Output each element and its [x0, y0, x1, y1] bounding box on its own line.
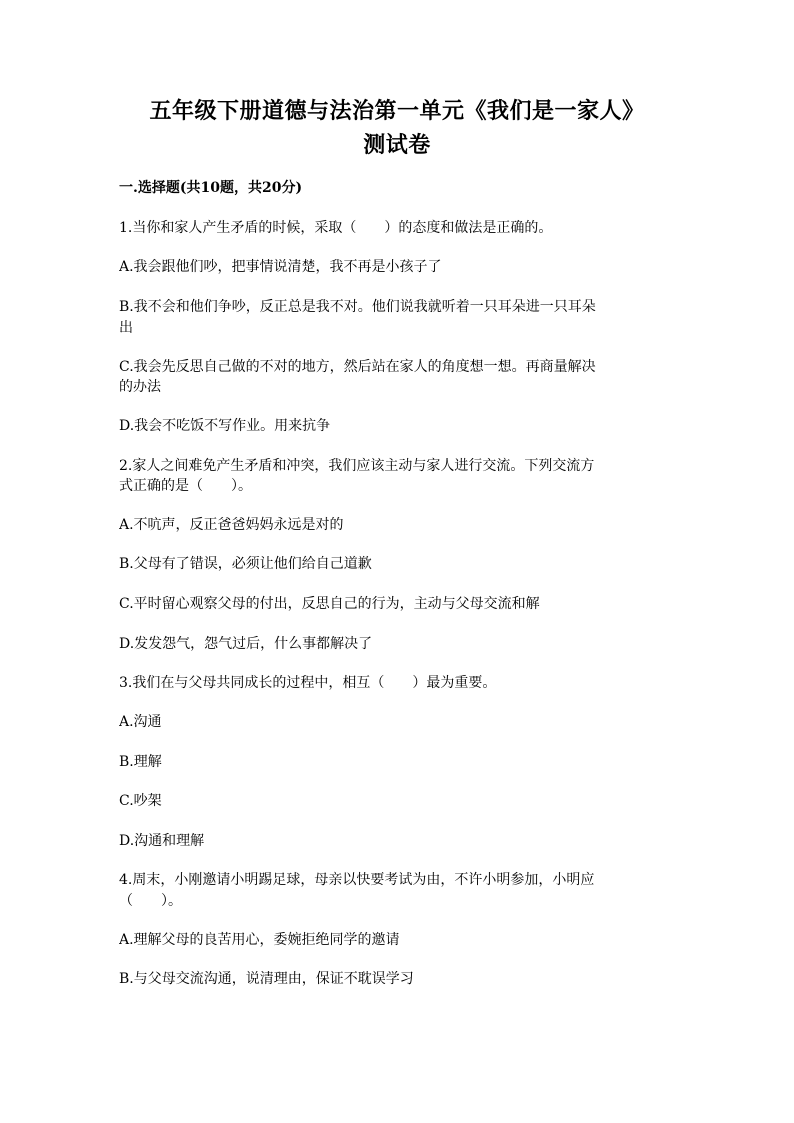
answer-option: B.理解 [119, 754, 162, 770]
answer-option: A.我会跟他们吵，把事情说清楚，我不再是小孩子了 [119, 259, 442, 275]
question-stem: 1.当你和家人产生矛盾的时候，采取（ ）的态度和做法是正确的。 [119, 220, 553, 236]
answer-option: A.理解父母的良苦用心，委婉拒绝同学的邀请 [119, 932, 400, 948]
answer-option: A.沟通 [119, 714, 162, 730]
question-stem-continued: 式正确的是（ ）。 [119, 478, 252, 494]
answer-option-continued: 出 [119, 320, 133, 336]
answer-option: C.吵架 [119, 793, 162, 809]
answer-option: C.平时留心观察父母的付出，反思自己的行为，主动与父母交流和解 [119, 596, 540, 612]
answer-option-continued: 的办法 [119, 379, 161, 395]
answer-option: A.不吭声，反正爸爸妈妈永远是对的 [119, 517, 344, 533]
answer-option: B.父母有了错误，必须让他们给自己道歉 [119, 556, 372, 572]
answer-option: B.与父母交流沟通，说清理由，保证不耽误学习 [119, 971, 414, 987]
answer-option: C.我会先反思自己做的不对的地方，然后站在家人的角度想一想。再商量解决 [119, 359, 596, 375]
question-stem-continued: （ ）。 [119, 893, 182, 909]
section-heading: 一.选择题(共10题，共20分) [119, 180, 303, 196]
answer-option: D.我会不吃饭不写作业。用来抗争 [119, 418, 331, 434]
question-stem: 4.周末，小刚邀请小明踢足球，母亲以快要考试为由，不许小明参加，小明应 [119, 872, 595, 888]
exam-title: 五年级下册道德与法治第一单元《我们是一家人》 [149, 98, 645, 124]
answer-option: B.我不会和他们争吵，反正总是我不对。他们说我就听着一只耳朵进一只耳朵 [119, 299, 596, 315]
answer-option: D.沟通和理解 [119, 833, 205, 849]
question-stem: 3.我们在与父母共同成长的过程中，相互（ ）最为重要。 [119, 675, 497, 691]
question-stem: 2.家人之间难免产生矛盾和冲突，我们应该主动与家人进行交流。下列交流方 [119, 458, 595, 474]
answer-option: D.发发怨气，怨气过后，什么事都解决了 [119, 636, 373, 652]
exam-title-continued: 测试卷 [363, 132, 431, 158]
